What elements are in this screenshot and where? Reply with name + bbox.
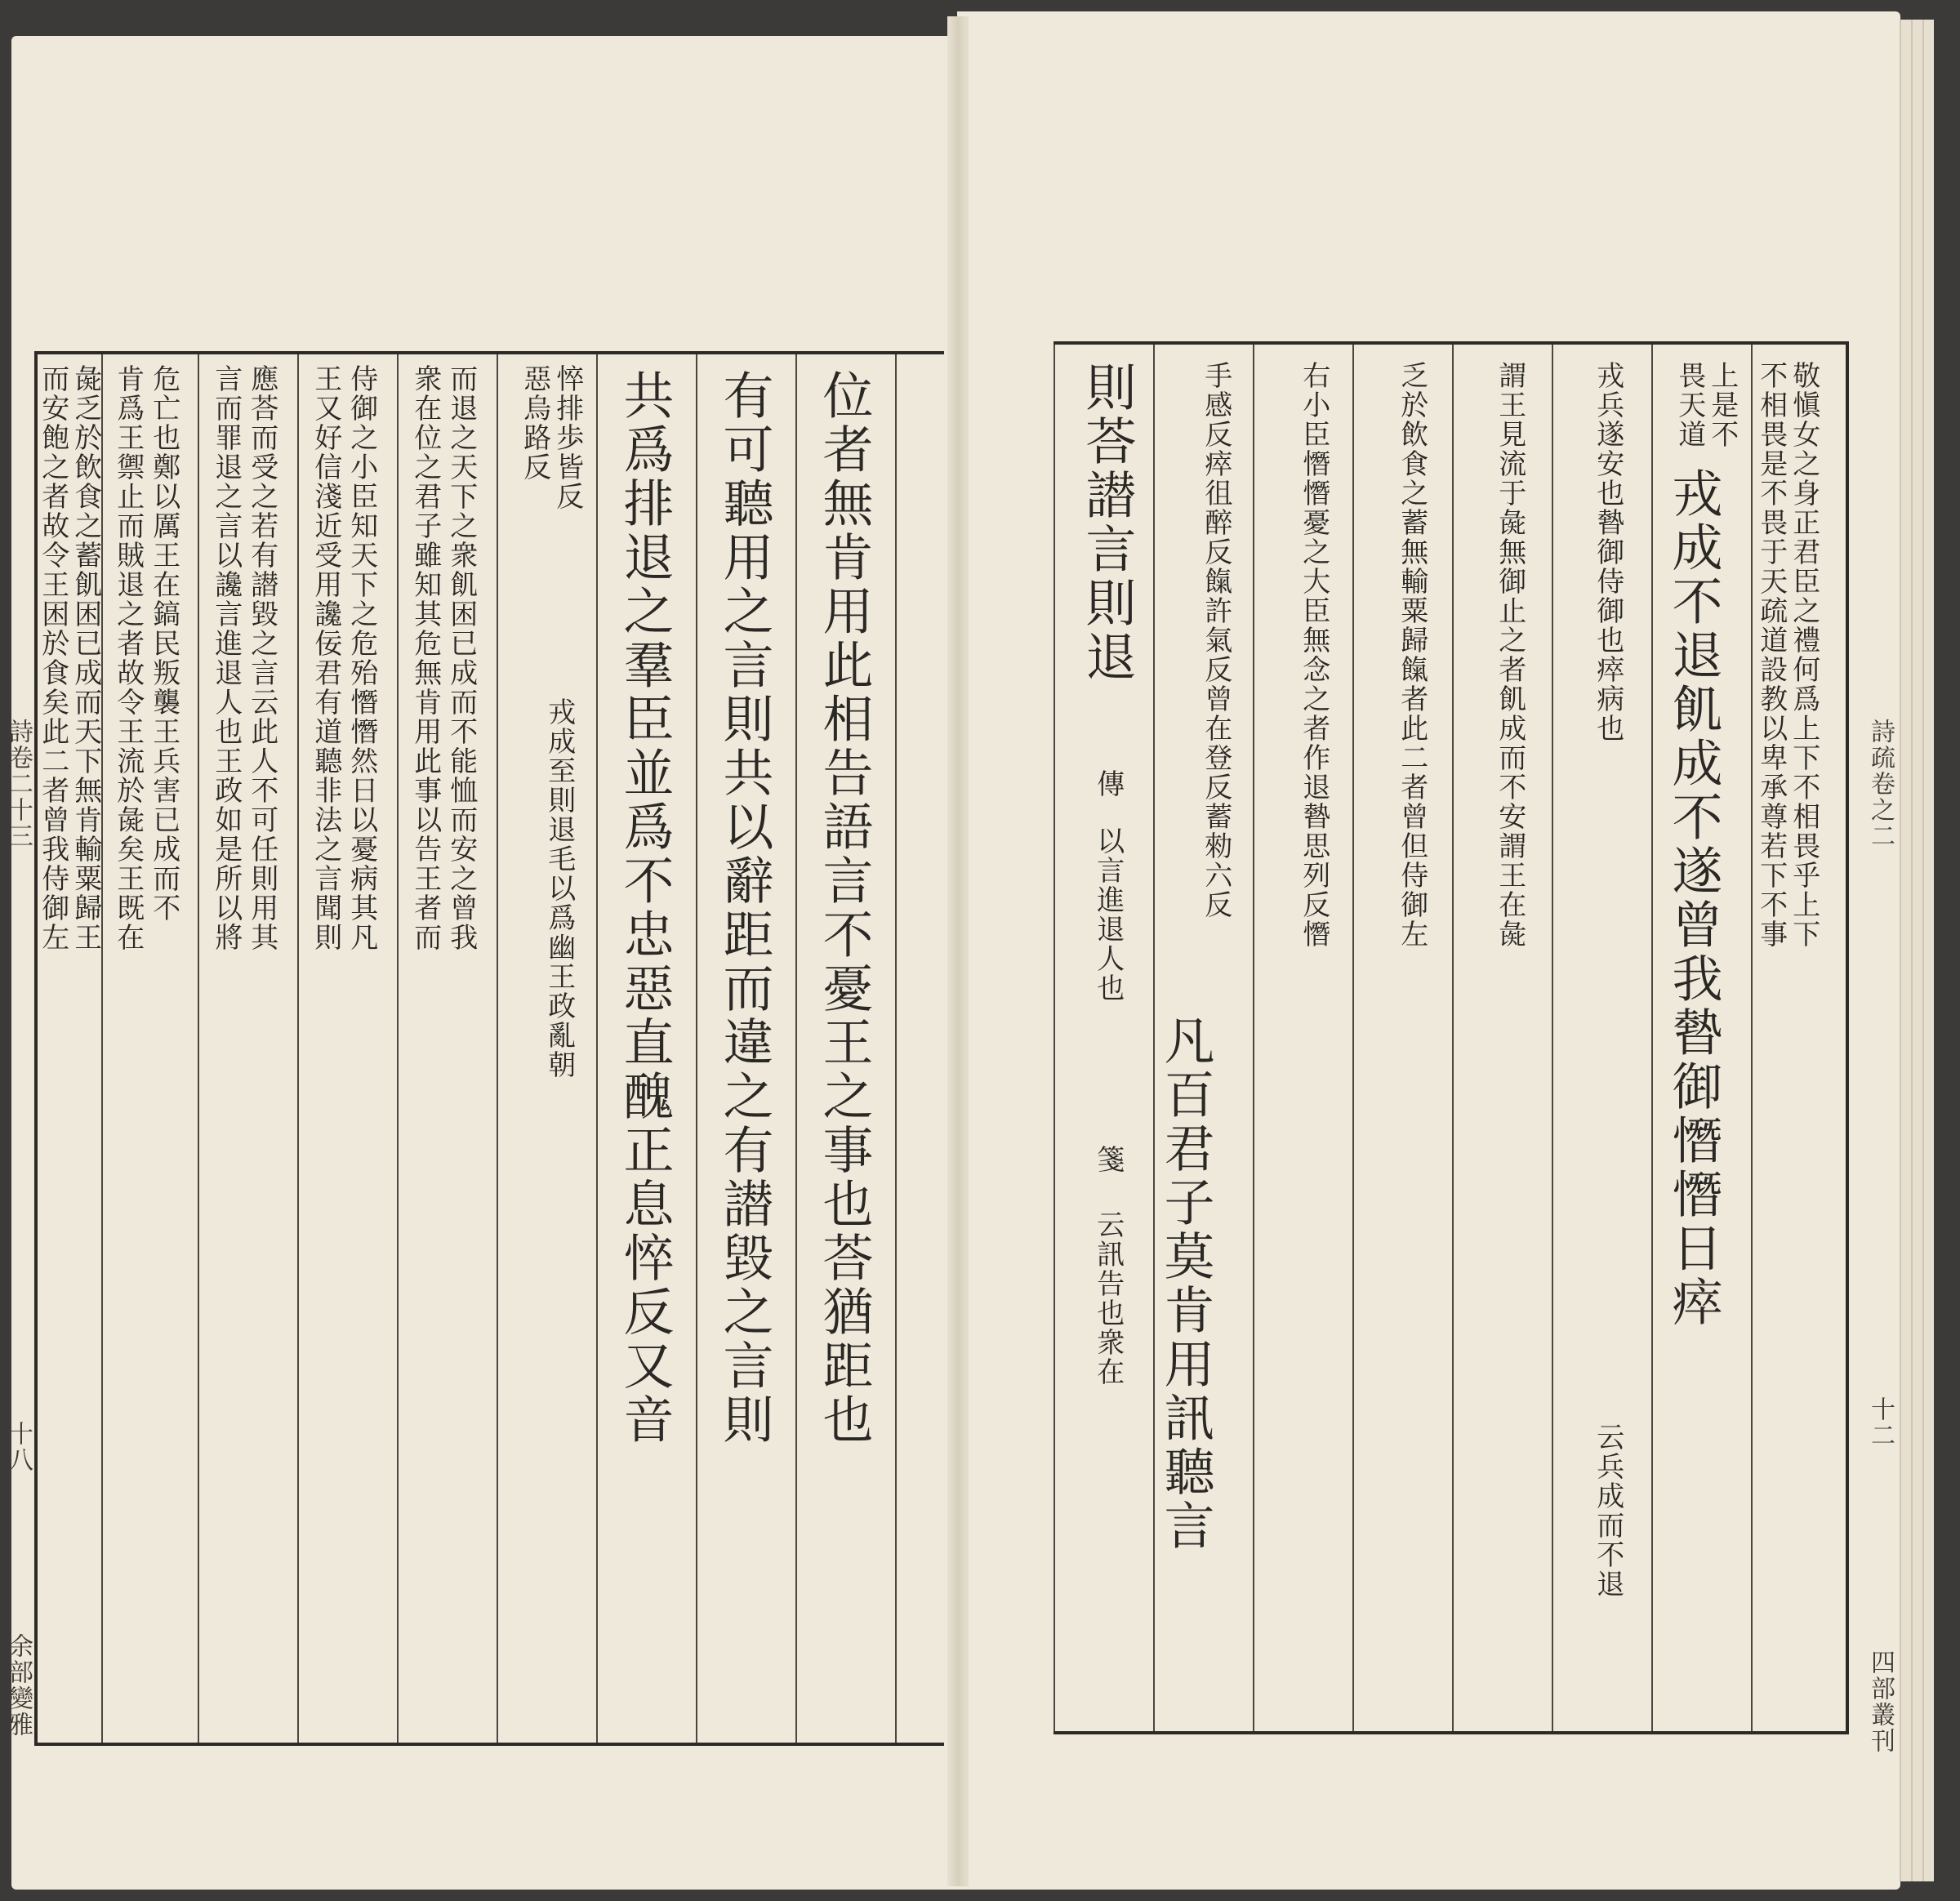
page-edge xyxy=(1922,20,1934,1881)
text-column xyxy=(519,364,549,482)
text-column xyxy=(1592,1422,1622,1599)
small-text: 以言進退人也 xyxy=(1091,826,1125,1003)
text-column xyxy=(550,364,584,511)
book-gutter xyxy=(947,16,969,1886)
text-column xyxy=(149,364,178,923)
small-text: 戎成至則退毛以爲幽王政亂朝 xyxy=(542,697,576,1080)
text-column xyxy=(715,369,774,1447)
small-text: 敬愼女之身正君臣之禮何爲上下不相畏乎上下 xyxy=(1787,361,1820,949)
small-text: 而退之天下之衆飢困已成而不能恤而安之曾我 xyxy=(444,364,478,952)
text-column xyxy=(542,697,576,1080)
text-column xyxy=(1077,361,1137,684)
right-margin-folio: 十二 xyxy=(1866,1396,1895,1449)
text-column xyxy=(1298,361,1328,949)
left-margin-footer: 余部變雅 xyxy=(4,1633,33,1738)
small-text: 言而罪退之言以讒言進退人也王政如是所以將 xyxy=(209,364,243,952)
text-column xyxy=(247,364,276,952)
text-column xyxy=(444,364,478,952)
text-column xyxy=(1664,467,1723,1329)
text-column xyxy=(1705,361,1739,449)
small-text: 上是不 xyxy=(1705,361,1739,449)
small-text: 悴排歩皆反 xyxy=(550,364,584,511)
small-text: 戎兵遂安也暬御侍御也瘁病也 xyxy=(1591,361,1624,743)
small-text: 應荅而受之若有譛毀之言云此人不可任則用其 xyxy=(245,364,278,952)
text-column xyxy=(1091,826,1125,1003)
text-column xyxy=(1674,361,1704,449)
small-text: 云兵成而不退 xyxy=(1591,1422,1624,1599)
text-column xyxy=(209,364,243,952)
text-column xyxy=(408,364,442,952)
right-text-frame xyxy=(1054,341,1849,1734)
small-text: 手感反瘁徂醉反餼許氣反曾在登反蓄勑六反 xyxy=(1199,361,1232,919)
annotation-label: 箋 xyxy=(1091,1145,1125,1174)
text-column xyxy=(1200,361,1230,919)
large-text: 位者無肯用此相告語言不憂王之事也荅猶距也 xyxy=(814,369,874,1447)
small-text: 衆在位之君子雖知其危無肯用此事以告王者而 xyxy=(408,364,442,952)
small-text: 畏天道 xyxy=(1673,361,1706,449)
large-text: 則荅譛言則退 xyxy=(1077,361,1137,684)
small-text: 謂王見流于彘無御止之者飢成而不安謂王在彘 xyxy=(1493,361,1526,949)
text-column xyxy=(346,364,376,952)
text-column xyxy=(70,364,100,952)
text-column xyxy=(1091,769,1125,799)
text-column xyxy=(814,369,874,1447)
left-margin-folio: 十八 xyxy=(4,1421,33,1473)
right-margin-footer: 四部叢刊 xyxy=(1866,1649,1895,1754)
small-text: 乏於飲食之蓄無輸粟歸餼者此二者曾但侍御左 xyxy=(1395,361,1428,949)
small-text: 侍御之小臣知天下之危殆憯憯然日以憂病其凡 xyxy=(345,364,378,952)
small-text: 云訊告也衆在 xyxy=(1091,1210,1125,1387)
small-text: 右小臣憯憯憂之大臣無念之者作退暬思列反憯 xyxy=(1297,361,1330,949)
small-text: 彘乏於飲食之蓄飢困已成而天下無肯輸粟歸王 xyxy=(69,364,102,952)
text-column xyxy=(1754,361,1788,949)
left-margin-title: 詩卷二十三 xyxy=(4,719,33,849)
small-text: 肯爲王禦止而賊退之者故令王流於彘矣王既在 xyxy=(111,364,145,952)
large-text: 戎成不退飢成不遂曾我暬御憯憯日瘁 xyxy=(1664,467,1723,1329)
text-column xyxy=(615,369,675,1447)
small-text: 而安飽之者故令王困於食矣此二者曾我侍御左 xyxy=(36,364,69,952)
text-column xyxy=(1494,361,1524,949)
small-text: 不相畏是不畏于天疏道設教以卑承尊若下不事 xyxy=(1754,361,1788,949)
annotation-label: 傳 xyxy=(1091,769,1125,799)
large-text: 共爲排退之羣臣並爲不忠惡直醜正息悴反又音 xyxy=(615,369,675,1447)
text-column xyxy=(1592,361,1622,743)
large-text: 有可聽用之言則共以辭距而違之有譛毀之言則 xyxy=(715,369,774,1447)
text-column xyxy=(111,364,145,952)
text-column xyxy=(1156,1014,1215,1553)
small-text: 危亡也鄭以厲王在鎬民叛襲王兵害已成而不 xyxy=(147,364,180,923)
text-column xyxy=(310,364,340,952)
text-column xyxy=(38,364,67,952)
text-column xyxy=(1396,361,1426,949)
text-column xyxy=(1091,1210,1125,1387)
text-column xyxy=(1788,361,1818,949)
small-text: 惡烏路反 xyxy=(518,364,551,482)
text-column xyxy=(1091,1145,1125,1174)
left-text-frame xyxy=(34,351,944,1746)
small-text: 王又好信淺近受用讒佞君有道聽非法之言聞則 xyxy=(309,364,342,952)
right-margin-title: 詩疏卷之二 xyxy=(1866,719,1895,849)
large-text: 凡百君子莫肯用訊聽言 xyxy=(1156,1014,1215,1553)
